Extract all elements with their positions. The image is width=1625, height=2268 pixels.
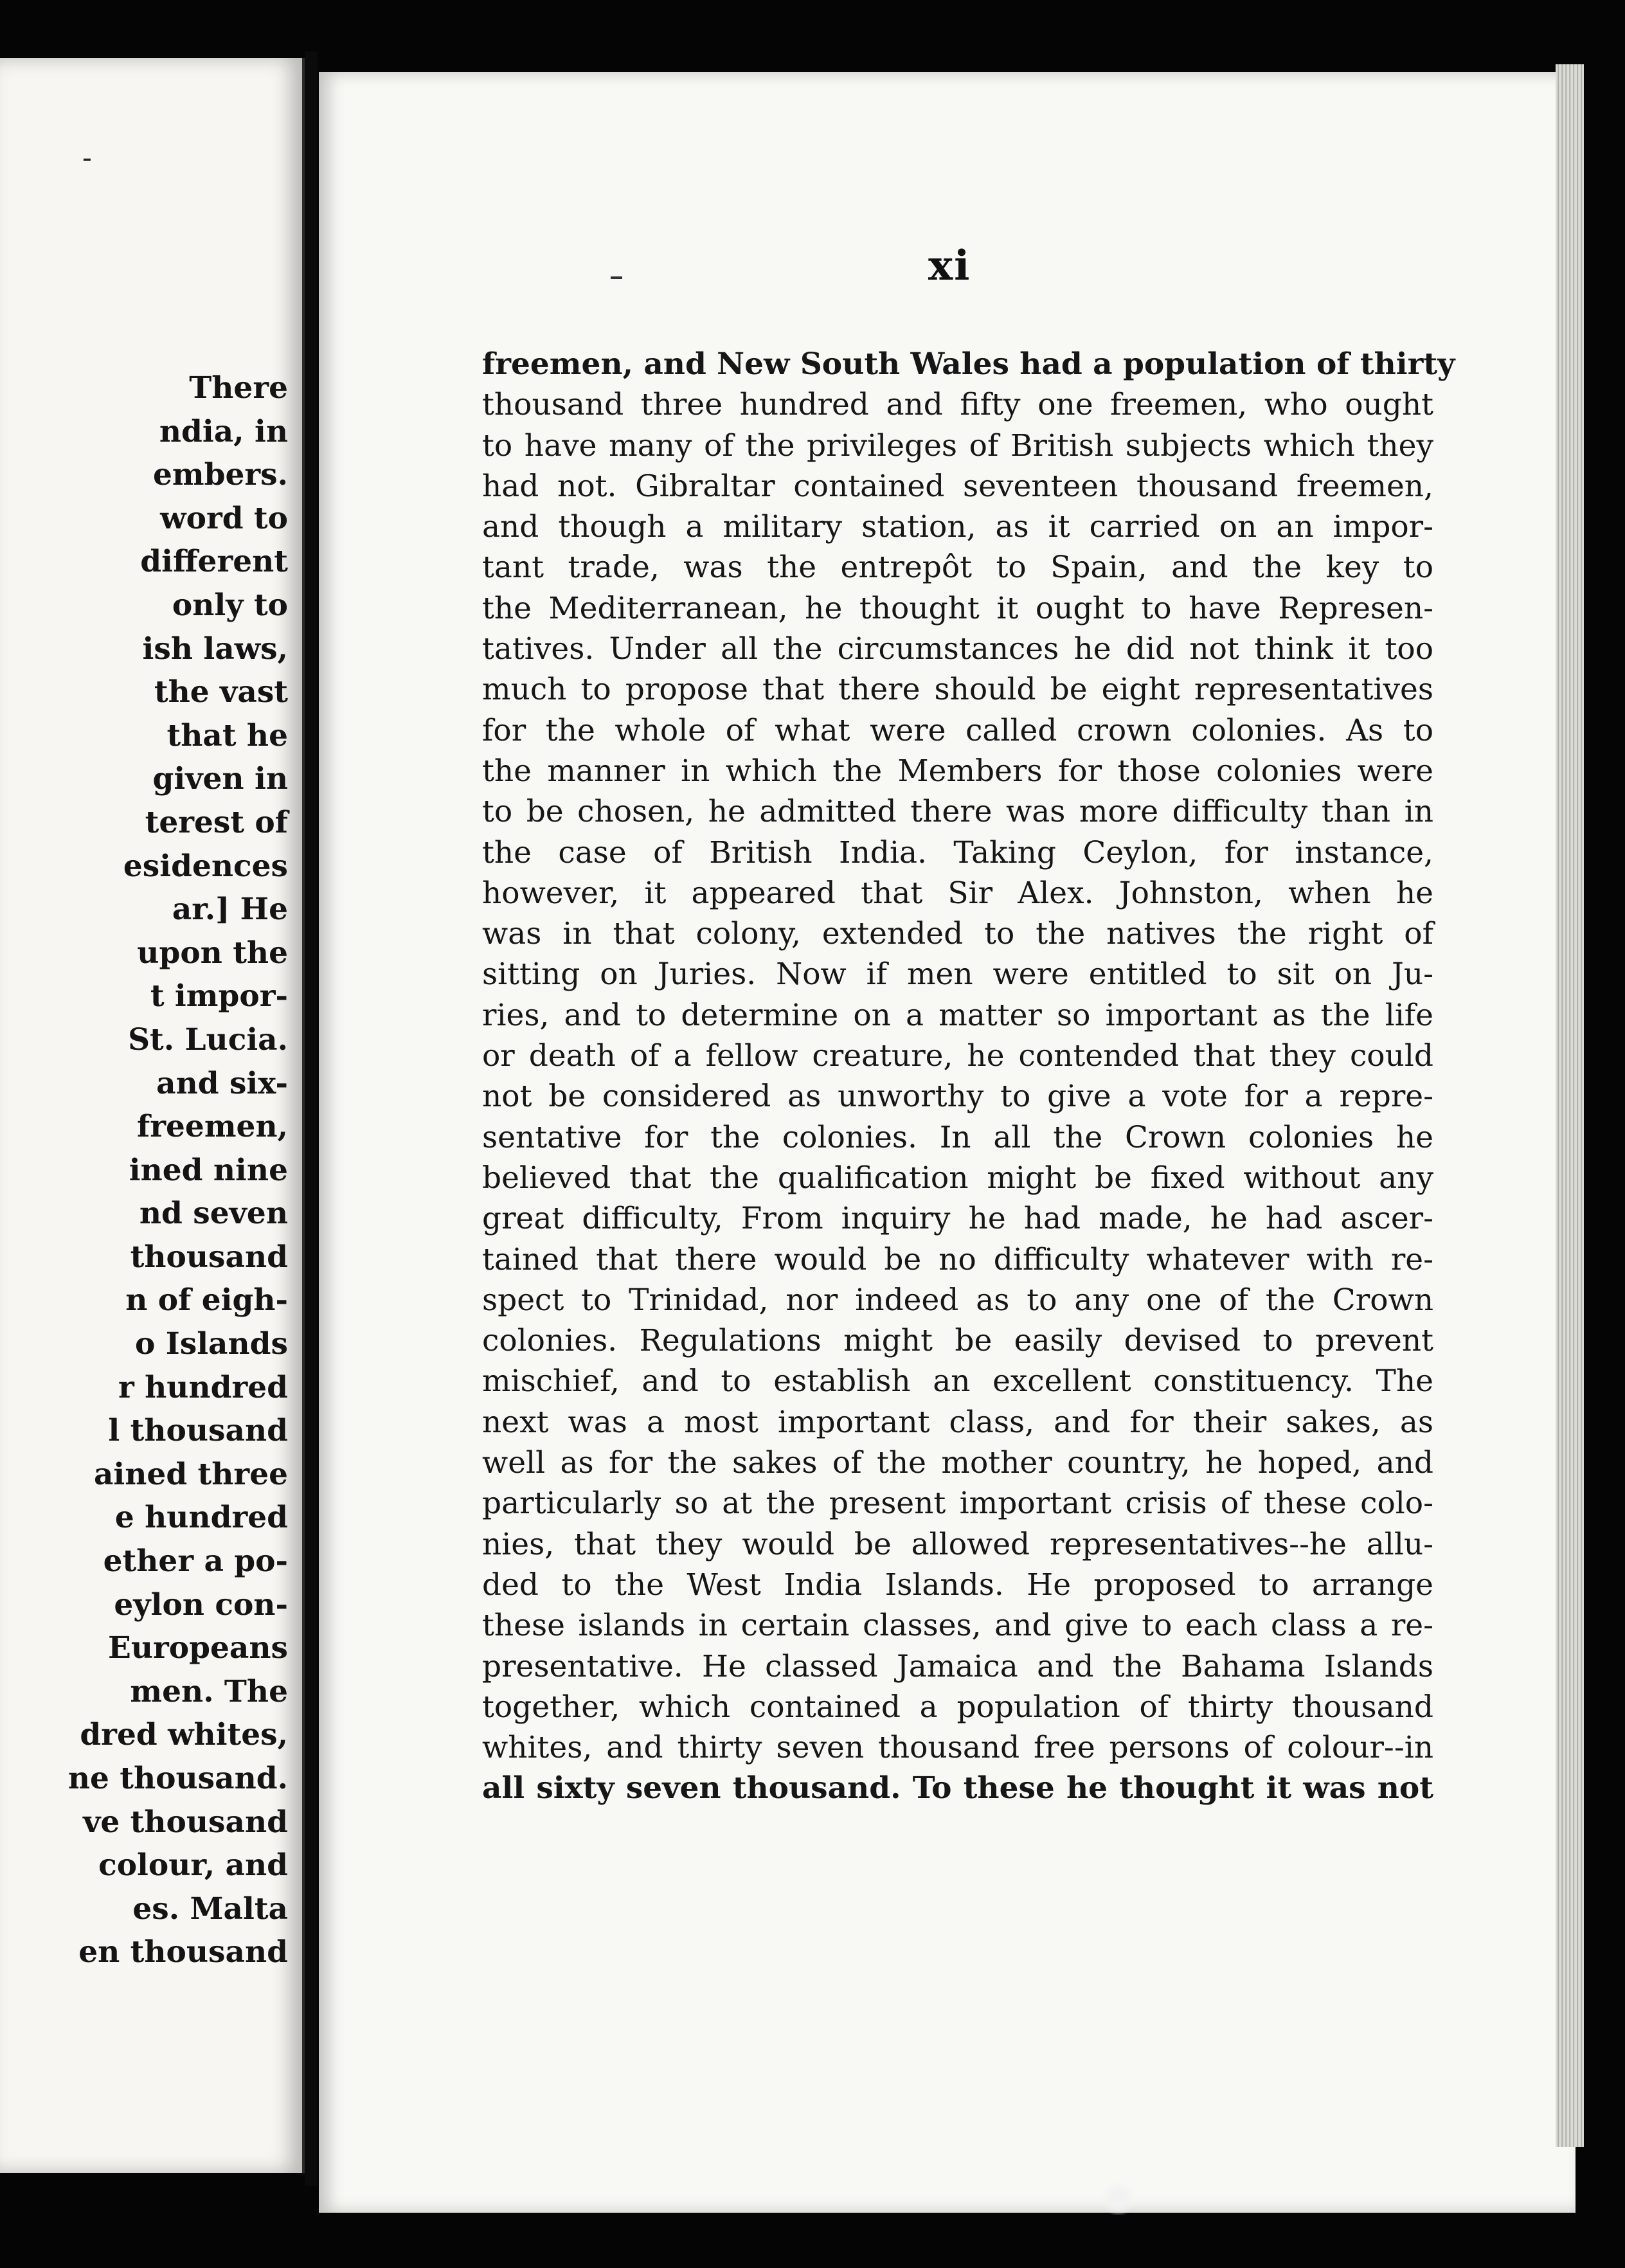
previous-page-line: terest of xyxy=(145,804,288,840)
previous-page-line: ndia, in xyxy=(159,413,288,449)
text-line: for the whole of what were called crown colonies. As to xyxy=(482,712,1433,748)
previous-page-line: Europeans xyxy=(108,1630,288,1666)
text-line: nies, that they would be allowed representatives--he allu- xyxy=(482,1526,1433,1562)
text-line: tained that there would be no difficulty whatever with re- xyxy=(482,1241,1433,1277)
previous-page-line: ined nine xyxy=(129,1152,288,1188)
text-line: great difficulty, From inquiry he had made, he had ascer- xyxy=(482,1201,1433,1237)
previous-page-line: n of eigh- xyxy=(125,1282,288,1318)
previous-page-line: that he xyxy=(166,717,288,753)
previous-page-line: esidences xyxy=(123,848,288,884)
text-line: sitting on Juries. Now if men were entitled to sit on Ju- xyxy=(482,957,1433,993)
text-line: much to propose that there should be eight representatives xyxy=(482,672,1433,708)
text-line: however, it appeared that Sir Alex. Johnston, when he xyxy=(482,875,1433,911)
text-line: mischief, and to establish an excellent constituency. The xyxy=(482,1364,1433,1400)
previous-page-line: freemen, xyxy=(137,1109,288,1145)
text-line: spect to Trinidad, nor indeed as to any one of the Crown xyxy=(482,1282,1433,1318)
previous-page-line: and six- xyxy=(156,1065,288,1101)
text-line: tant trade, was the entrepôt to Spain, and the key to xyxy=(482,550,1433,586)
previous-page-line: St. Lucia. xyxy=(128,1022,288,1058)
text-line: together, which contained a population of thirty thousand xyxy=(482,1689,1433,1725)
previous-page-line: o Islands xyxy=(135,1326,288,1362)
text-line: not be considered as unworthy to give a vote for a repre- xyxy=(482,1079,1433,1115)
text-line: tatives. Under all the circumstances he did not think it too xyxy=(482,631,1433,667)
text-line: the manner in which the Members for those colonies were xyxy=(482,753,1433,789)
previous-page-line: word to xyxy=(160,500,288,536)
text-line: ded to the West India Islands. He proposed to arrange xyxy=(482,1567,1433,1603)
previous-page-line: upon the xyxy=(137,935,288,971)
previous-page-line: thousand xyxy=(130,1239,288,1275)
previous-page-text xyxy=(5,366,288,1974)
text-line: these islands in certain classes, and give to each class a re- xyxy=(482,1608,1433,1644)
left-page-mark: - xyxy=(82,141,92,174)
previous-page-line: ether a po- xyxy=(103,1544,288,1580)
text-line: had not. Gibraltar contained seventeen thousand freemen, xyxy=(482,468,1433,504)
text-line: particularly so at the present important crisis of these colo- xyxy=(482,1486,1433,1522)
book-gutter xyxy=(305,51,318,2186)
previous-page-line: colour, and xyxy=(98,1848,288,1884)
previous-page-line: l thousand xyxy=(108,1413,288,1449)
page-number: xi xyxy=(928,242,971,290)
previous-page-line: men. The xyxy=(130,1673,288,1709)
previous-page-line: ne thousand. xyxy=(67,1761,288,1796)
text-line: the Mediterranean, he thought it ought to have Represen- xyxy=(482,590,1433,626)
text-line: and though a military station, as it carried on an impor- xyxy=(482,509,1433,545)
previous-page-line: r hundred xyxy=(118,1369,288,1405)
previous-page-line: different xyxy=(140,544,288,580)
previous-page-line: nd seven xyxy=(139,1196,288,1232)
previous-page-line: eylon con- xyxy=(114,1587,288,1623)
previous-page-line: en thousand xyxy=(78,1934,288,1970)
text-line: freemen, and New South Wales had a population of thirty xyxy=(482,346,1455,382)
page-body-text xyxy=(482,344,1455,1809)
previous-page-line: only to xyxy=(172,587,288,623)
text-line: next was a most important class, and for their sakes, as xyxy=(482,1404,1433,1440)
page-edges xyxy=(1556,64,1584,2147)
previous-page-line: the vast xyxy=(154,674,288,710)
previous-page-line: es. Malta xyxy=(132,1891,288,1927)
text-line: all sixty seven thousand. To these he thought it was not xyxy=(482,1770,1433,1806)
previous-page-line: embers. xyxy=(153,457,288,493)
previous-page-line: given in xyxy=(152,761,288,797)
stray-ink-mark xyxy=(611,276,622,279)
paper-blemish xyxy=(1099,2182,1138,2215)
text-line: was in that colony, extended to the natives the right of xyxy=(482,916,1433,952)
previous-page-line: There xyxy=(189,370,288,406)
previous-page-line: t impor- xyxy=(150,978,288,1014)
previous-page-line: ained three xyxy=(93,1456,288,1492)
text-line: to have many of the privileges of British subjects which they xyxy=(482,428,1433,464)
text-line: thousand three hundred and fifty one freemen, who ought xyxy=(482,387,1433,423)
text-line: believed that the qualification might be fixed without any xyxy=(482,1160,1433,1196)
text-line: presentative. He classed Jamaica and the Bahama Islands xyxy=(482,1648,1433,1684)
previous-page-line: e hundred xyxy=(114,1500,288,1536)
previous-page-line: dred whites, xyxy=(80,1717,288,1753)
text-line: or death of a fellow creature, he contended that they could xyxy=(482,1038,1433,1074)
previous-page-line: ar.] He xyxy=(172,892,288,928)
text-line: ries, and to determine on a matter so important as the life xyxy=(482,997,1433,1033)
text-line: sentative for the colonies. In all the Crown colonies he xyxy=(482,1119,1433,1155)
text-line: to be chosen, he admitted there was more difficulty than in xyxy=(482,794,1433,830)
text-line: colonies. Regulations might be easily devised to prevent xyxy=(482,1323,1433,1359)
previous-page-line: ve thousand xyxy=(83,1804,288,1840)
previous-page-fragment xyxy=(0,58,305,2173)
text-line: the case of British India. Taking Ceylon, for instance, xyxy=(482,834,1433,870)
text-line: whites, and thirty seven thousand free persons of colour--in xyxy=(482,1730,1433,1766)
previous-page-line: ish laws, xyxy=(142,631,288,667)
text-line: well as for the sakes of the mother country, he hoped, and xyxy=(482,1445,1433,1481)
